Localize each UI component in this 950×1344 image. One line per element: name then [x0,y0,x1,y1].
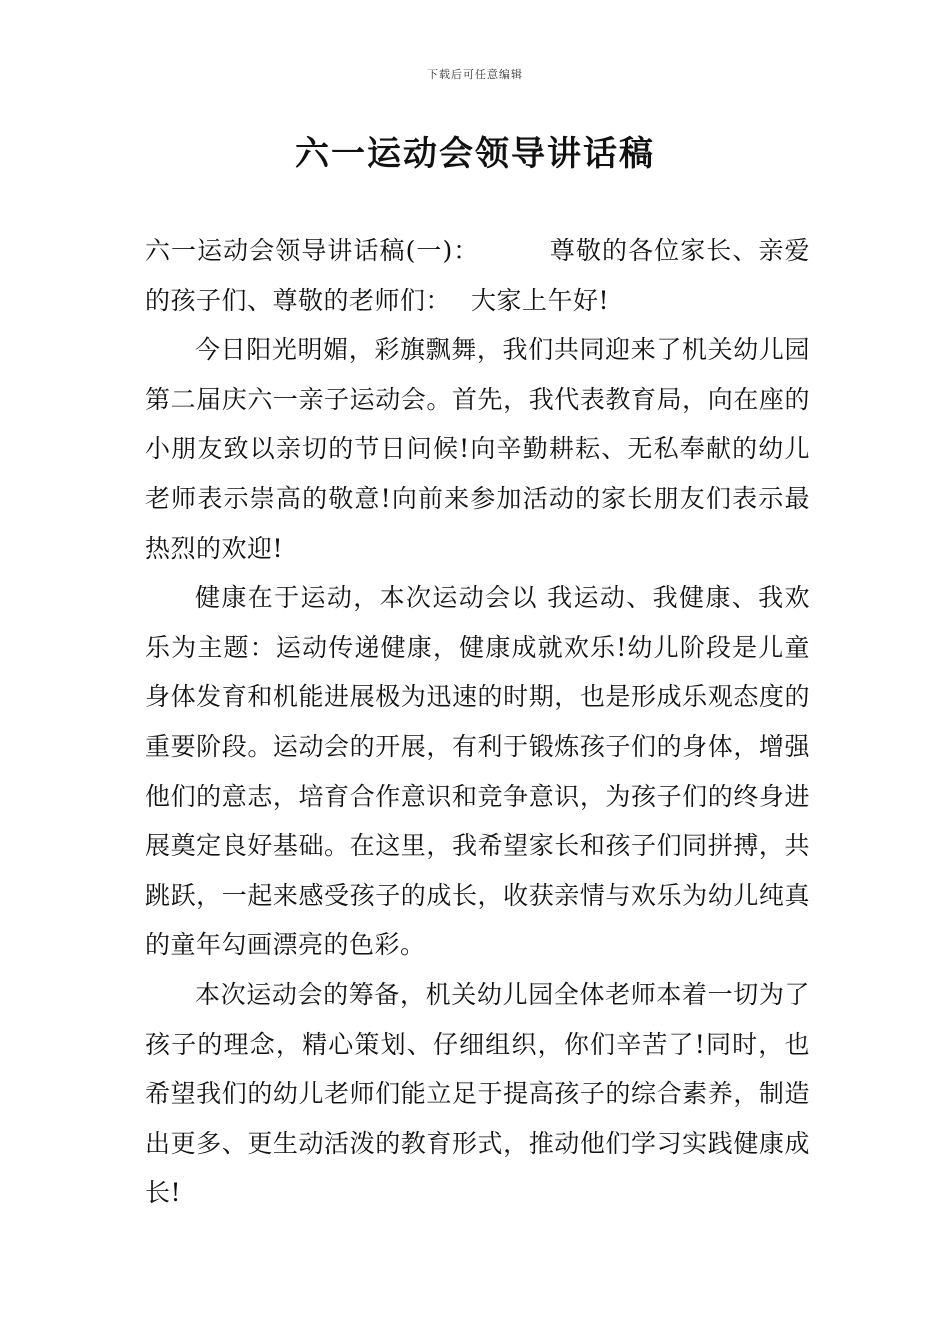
document-body [145,226,810,1218]
salutation: 尊敬的各位家长、亲爱的孩子们、尊敬的老师们： [145,236,810,315]
paragraph-2: 健康在于运动，本次运动会以 我运动、我健康、我欢乐为主题：运动传递健康，健康成就欢乐!幼儿阶段是儿童身体发育和机能进展极为迅速的时期，也是形成乐观态度的重要阶段。运动会的开展，有利于锻炼孩子们的身体，增强他们的意志，培育合作意识和竞争意识，为孩子们的终身进展奠定良好基础。在这里，我希望家长和孩子们同拼搏，共跳跃，一起来感受孩子的成长，收获亲情与欢乐为幼儿纯真的童年勾画漂亮的色彩。 [145,583,810,960]
document-title: 六一运动会领导讲话稿 [295,134,655,174]
greeting: 大家上午好! [471,285,610,315]
paragraph-3: 本次运动会的筹备，机关幼儿园全体老师本着一切为了孩子的理念，精心策划、仔细组织，你们辛苦了!同时，也希望我们的幼儿老师们能立足于提高孩子的综合素养，制造出更多、更生动活泼的教育形式，推动他们学习实践健康成长! [145,979,810,1208]
intro-label: 六一运动会领导讲话稿(一)： [145,236,480,265]
intro-paragraph [145,226,810,325]
paragraph-1: 今日阳光明媚，彩旗飘舞，我们共同迎来了机关幼儿园第二届庆六一亲子运动会。首先，我代表教育局，向在座的小朋友致以亲切的节日问候!向辛勤耕耘、无私奉献的幼儿老师表示崇高的敬意!向前来参加活动的家长朋友们表示最热烈的欢迎! [145,335,810,563]
header-note: 下载后可任意编辑 [427,68,523,81]
